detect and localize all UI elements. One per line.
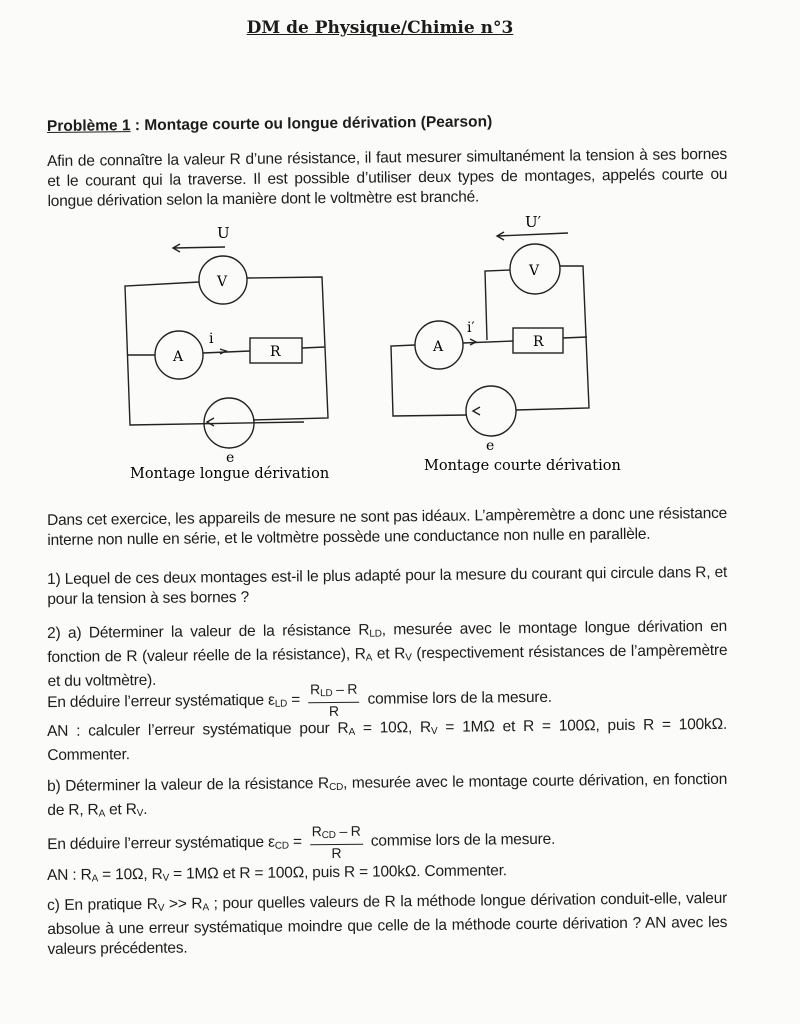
- source-label: e: [226, 450, 235, 466]
- voltmeter-label: V: [217, 274, 228, 290]
- question-2c: c) En pratique $R_V >> R_A$ ; pour quelles valeurs de R la méthode longue dérivation conduit-elle, valeur absolue à une erreur systématique moindre que celle de la méthode courte dérivation ? AN avec les valeurs précédentes.: [47, 889, 728, 958]
- numerical-application-a: AN : calculer l’erreur systématique pour $R_A = 10\Omega$, $R_V = 1M\Omega$ et R = 100Ω, puis R = 100kΩ. Commenter.: [47, 715, 728, 764]
- ammeter-label: A: [433, 339, 444, 355]
- problem-title: : Montage courte ou longue dérivation (Pearson): [130, 113, 493, 135]
- document-title: DM de Physique/Chimie n°3: [246, 18, 514, 38]
- source-arrow: [473, 407, 480, 415]
- circuit-short-derivation: [380, 200, 640, 480]
- caption-long: Montage longue dérivation: [130, 466, 330, 482]
- current-label: i′: [467, 320, 475, 336]
- question-2b: b) Déterminer la valeur de la résistance $R_{CD}$, mesurée avec le montage courte dérivation, en fonction de R, $R_A$ et $R_V$.: [47, 770, 728, 820]
- voltage-label: U: [217, 224, 230, 242]
- voltmeter-label: V: [529, 263, 540, 279]
- error-fraction-LD: $\frac{R_{LD} - R}{R}$: [308, 681, 360, 720]
- voltage-arrow: [173, 247, 225, 248]
- numerical-application-b: AN : $R_A = 10\Omega$, $R_V = 1M\Omega$ et R = 100Ω, puis R = 100kΩ. Commenter.: [47, 862, 507, 885]
- source-arrow: [207, 418, 214, 426]
- caption-short: Montage courte dérivation: [424, 458, 621, 474]
- voltage-arrow: [497, 233, 568, 236]
- circuit-long-derivation: [100, 220, 360, 490]
- deduce-error-LD: En déduire l’erreur systématique $\varepsilon_{LD}$ = $\frac{R_{LD} - R}{R}$ commise lors de la mesure.: [47, 680, 552, 720]
- deduce-error-CD: En déduire l’erreur systématique $\varepsilon_{CD}$ = $\frac{R_{CD} - R}{R}$ commise lors de la mesure.: [47, 822, 556, 862]
- wire-right: [247, 277, 328, 420]
- ammeter-label: A: [173, 349, 184, 365]
- wire-voltmeter-left: [485, 270, 510, 340]
- wire-left: [391, 345, 467, 416]
- resistor-label: R: [533, 334, 544, 350]
- current-label: i: [209, 331, 214, 347]
- question-1: 1) Lequel de ces deux montages est-il le plus adapté pour la mesure du courant qui circule dans R, et pour la tension à ses bornes ?: [47, 563, 728, 608]
- resistor-label: R: [270, 344, 281, 360]
- question-2a: 2) a) Déterminer la valeur de la résistance $R_{LD}$, mesurée avec le montage longue dérivation en fonction de R (valeur réelle de la résistance), $R_A$ et $R_V$ (respectivement résistances de l’ampèremètre et du voltmètre).: [47, 617, 728, 690]
- source-label: e: [486, 438, 495, 454]
- error-fraction-CD: $\frac{R_{CD} - R}{R}$: [310, 823, 363, 862]
- voltage-label: U′: [525, 213, 542, 231]
- context-paragraph: Dans cet exercice, les appareils de mesure ne sont pas idéaux. L’ampèremètre a donc une résistance interne non nulle en série, et le voltmètre possède une conductance non nulle en parallèle.: [47, 504, 728, 549]
- intro-paragraph: Afin de connaître la valeur R d’une résistance, il faut mesurer simultanément la tension à ses bornes et le courant qui la traverse. Il est possible d’utiliser deux types de montages, appelés courte ou longue dérivation selon la manière dont le voltmètre est branché.: [47, 145, 728, 210]
- problem-heading: [47, 113, 492, 136]
- problem-number: Problème 1: [46, 117, 131, 135]
